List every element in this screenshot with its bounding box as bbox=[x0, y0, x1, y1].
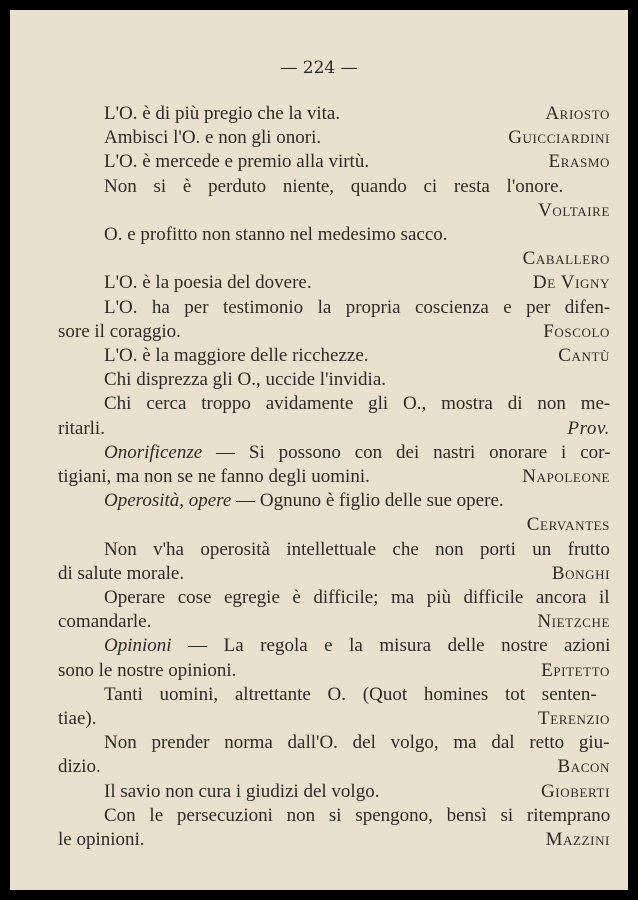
quote-text: Tanti uomini, altrettante O. (Quot homines tot senten- bbox=[104, 683, 597, 705]
text-line bbox=[58, 755, 610, 779]
text-line bbox=[58, 441, 610, 465]
quote-author: De Vigny bbox=[532, 272, 610, 294]
quote-text: ritarli. bbox=[58, 417, 105, 439]
text-line bbox=[58, 175, 610, 199]
quote-text: sore il coraggio. bbox=[58, 320, 181, 342]
quote-text: Chi cerca troppo avidamente gli O., mostra di non me- bbox=[104, 393, 611, 415]
quote-text: L'O. ha per testimonio la propria coscienza e per difen- bbox=[104, 296, 611, 318]
text-line bbox=[58, 320, 610, 344]
quote-author: Napoleone bbox=[522, 466, 610, 487]
quote-text: L'O. è la maggiore delle ricchezze. bbox=[104, 345, 369, 366]
text-line bbox=[58, 344, 610, 368]
text-line bbox=[58, 586, 610, 610]
text-line bbox=[58, 368, 610, 392]
text-line bbox=[58, 707, 610, 731]
quote-text: dizio. bbox=[58, 756, 101, 778]
text-line bbox=[58, 659, 610, 683]
text-line bbox=[58, 126, 610, 150]
text-line bbox=[58, 828, 610, 852]
text-line bbox=[58, 199, 610, 223]
quote-author: Prov. bbox=[567, 417, 610, 439]
text-line bbox=[58, 247, 610, 271]
text-line bbox=[58, 271, 610, 295]
quote-author: Erasmo bbox=[548, 151, 610, 173]
quote-text: Non si è perduto niente, quando ci resta l'onore. bbox=[104, 175, 564, 197]
quote-author: Ariosto bbox=[545, 103, 610, 124]
quote-text: tiae). bbox=[58, 708, 97, 729]
text-line bbox=[58, 150, 610, 174]
entry-heading: Operosità, opere bbox=[104, 490, 232, 512]
quote-author: Gioberti bbox=[540, 780, 610, 802]
quote-text: le opinioni. bbox=[58, 829, 145, 850]
quote-author: Bonghi bbox=[551, 562, 610, 584]
quote-author: Mazzini bbox=[545, 829, 610, 850]
quote-text: Ambisci l'O. e non gli onori. bbox=[104, 127, 322, 149]
quote-author: Nietzche bbox=[537, 611, 610, 633]
entry-heading: Opinioni bbox=[104, 635, 172, 657]
text-line bbox=[58, 417, 610, 441]
quote-text: L'O. è di più pregio che la vita. bbox=[104, 103, 341, 124]
quote-text: di salute morale. bbox=[58, 562, 185, 584]
text-line bbox=[58, 489, 610, 513]
text-line bbox=[58, 223, 610, 247]
text-line bbox=[58, 804, 610, 828]
quote-text: Non v'ha operosità intellettuale che non porti un frutto bbox=[104, 538, 610, 560]
text-line bbox=[58, 562, 610, 586]
entry-heading: Onorificenze bbox=[104, 441, 203, 463]
quote-author: Cervantes bbox=[526, 514, 610, 536]
quote-text: comandarle. bbox=[58, 611, 152, 633]
text-line bbox=[58, 102, 610, 126]
quote-text: Il savio non cura i giudizi del volgo. bbox=[104, 780, 380, 802]
quote-text: Chi disprezza gli O., uccide l'invidia. bbox=[104, 369, 387, 391]
text-line bbox=[58, 538, 610, 562]
text-line bbox=[58, 465, 610, 489]
quote-text: Operosità, opere — Ognuno è figlio delle sue opere. bbox=[104, 490, 504, 512]
text-line bbox=[58, 296, 610, 320]
quote-text: L'O. è la poesia del dovere. bbox=[104, 272, 312, 294]
quote-author: Voltaire bbox=[538, 199, 610, 221]
quote-author: Foscolo bbox=[543, 320, 610, 342]
quote-author: Terenzio bbox=[537, 708, 610, 729]
text-line bbox=[58, 610, 610, 634]
quote-text: tigiani, ma non se ne fanno degli uomini. bbox=[58, 466, 370, 487]
quote-author: Guicciardini bbox=[508, 127, 610, 149]
quote-text: L'O. è mercede e premio alla virtù. bbox=[104, 151, 370, 173]
book-page bbox=[10, 10, 628, 890]
quote-author: Bacon bbox=[557, 756, 610, 778]
quote-text: Opinioni — La regola e la misura delle nostre azioni bbox=[104, 635, 611, 657]
page-number: — 224 — bbox=[280, 58, 358, 78]
quote-text: Onorificenze — Si possono con dei nastri onorare i cor- bbox=[104, 441, 611, 463]
quote-text: Operare cose egregie è difficile; ma più difficile ancora il bbox=[104, 587, 610, 608]
text-line bbox=[58, 513, 610, 537]
text-line bbox=[58, 683, 610, 707]
text-line bbox=[58, 731, 610, 755]
quote-text: O. e profitto non stanno nel medesimo sacco. bbox=[104, 224, 448, 245]
text-line bbox=[58, 634, 610, 658]
text-line bbox=[58, 392, 610, 416]
text-line bbox=[58, 780, 610, 804]
quote-text: Non prender norma dall'O. del volgo, ma dal retto giu- bbox=[104, 732, 610, 754]
quote-author: Epitetto bbox=[541, 659, 610, 681]
quote-author: Cantù bbox=[558, 345, 610, 366]
quote-author: Caballero bbox=[522, 248, 610, 270]
quote-text: Con le persecuzioni non si spengono, bensì si ritemprano bbox=[104, 804, 611, 826]
quote-text: sono le nostre opinioni. bbox=[58, 659, 237, 681]
